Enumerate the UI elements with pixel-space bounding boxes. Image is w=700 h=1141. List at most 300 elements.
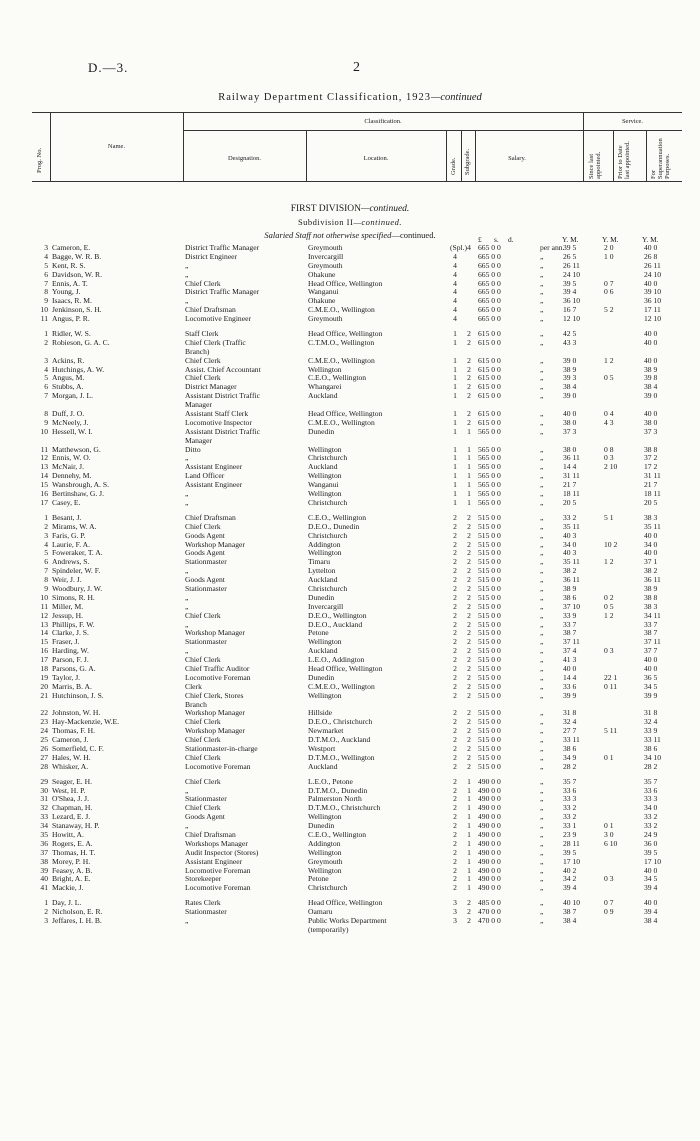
cell-prog-no: 25 [40, 735, 48, 745]
cell-designation: Chief Clerk [185, 804, 221, 813]
cell-name: Ackins, R. [52, 356, 85, 365]
cell-subgrade: 2 [467, 512, 471, 522]
cell-prog-no: 5 [44, 373, 48, 383]
cell-subgrade: 1 [467, 794, 471, 804]
cell-superannuation: 32 4 [644, 717, 658, 727]
cell-prior-to: 0 8 [604, 444, 614, 454]
cell-prior-to: 0 2 [604, 592, 614, 602]
cell-prior-to: 3 0 [604, 830, 614, 839]
cell-designation: Chief Traffic Auditor [185, 664, 250, 673]
cell-since-last: 33 7 [563, 619, 577, 629]
cell-designation: Assistant District Traffic [185, 392, 260, 401]
cell-superannuation: 38 0 [644, 417, 658, 427]
table-row [32, 271, 682, 280]
cell-prior-to: 0 11 [604, 681, 618, 691]
cell-prior-to: 0 3 [604, 646, 614, 656]
cell-since-last: 38 6 [563, 592, 577, 602]
cell-designation: „ [185, 593, 189, 602]
cell-per-annum: „ [540, 794, 544, 804]
cell-subgrade: 2 [467, 717, 471, 727]
cell-name: Woodbury, J. W. [52, 584, 103, 593]
cell-prog-no: 39 [40, 865, 48, 875]
cell-since-last: 39 4 [563, 883, 577, 893]
cell-salary: 515 0 0 [478, 637, 501, 647]
table-row [32, 674, 682, 683]
cell-name: Spindeler, W. F. [52, 567, 101, 576]
cell-prog-no: 26 [40, 743, 48, 753]
cell-subgrade: 1 [467, 480, 471, 490]
cell-salary: 615 0 0 [478, 417, 501, 427]
cell-per-annum: „ [540, 601, 544, 611]
cell-designation: Chief Clerk [185, 611, 221, 620]
cell-since-last: 39 0 [563, 355, 577, 365]
cell-superannuation: 35 7 [644, 776, 658, 786]
cell-per-annum: „ [540, 803, 544, 813]
cell-per-annum: „ [540, 314, 544, 324]
cell-superannuation: 39 0 [644, 391, 658, 401]
cell-superannuation: 38 9 [644, 364, 658, 374]
cell-since-last: 38 7 [563, 628, 577, 638]
table-row [32, 727, 682, 736]
cell-designation: „ [185, 454, 189, 463]
table-row [32, 549, 682, 558]
cell-grade: 1 [453, 337, 457, 347]
staff-heading-b: not otherwise specified [313, 230, 392, 240]
cell-superannuation: 38 4 [644, 916, 658, 926]
cell-since-last: 18 11 [563, 489, 580, 499]
cell-since-last: 40 2 [563, 865, 577, 875]
cell-prior-to: 0 1 [604, 821, 614, 831]
cell-designation: Chief Draftsman [185, 513, 236, 522]
unit-shilling: s. [494, 235, 499, 244]
cell-prior-to: 5 2 [604, 305, 614, 315]
cell-location: Auckland [308, 392, 338, 401]
cell-salary: 515 0 0 [478, 628, 501, 638]
cell-prior-to: 0 3 [604, 874, 614, 884]
cell-since-last: 39 0 [563, 391, 577, 401]
cell-per-annum: „ [540, 838, 544, 848]
cell-designation: Chief Draftsman [185, 306, 236, 315]
cell-salary: 665 0 0 [478, 287, 501, 297]
cell-salary: 490 0 0 [478, 874, 501, 884]
cell-superannuation: 40 0 [644, 355, 658, 365]
cell-name: Jessup, H. [52, 611, 84, 620]
cell-grade: 2 [453, 619, 457, 629]
cell-grade: 2 [453, 726, 457, 736]
cell-designation: „ [185, 647, 189, 656]
cell-salary: 515 0 0 [478, 726, 501, 736]
cell-per-annum: „ [540, 830, 544, 839]
cell-since-last: 33 2 [563, 512, 577, 522]
cell-subgrade: 1 [467, 444, 471, 454]
cell-subgrade: 2 [467, 566, 471, 576]
cell-grade: 2 [453, 539, 457, 549]
cell-name: Thomas, F. H. [52, 727, 96, 736]
table-row [32, 899, 682, 908]
cell-location: Greymouth [308, 261, 343, 270]
cell-prog-no: 6 [44, 557, 48, 567]
cell-salary: 515 0 0 [478, 601, 501, 611]
cell-grade: 2 [453, 717, 457, 727]
cell-grade: 2 [453, 776, 457, 786]
page-number: 2 [353, 60, 360, 75]
cell-location: Wellington [308, 866, 342, 875]
cell-per-annum: „ [540, 329, 544, 339]
cell-grade: 2 [453, 803, 457, 813]
cell-per-annum: „ [540, 646, 544, 656]
cell-since-last: 38 9 [563, 583, 577, 593]
cell-salary: 615 0 0 [478, 382, 501, 392]
cell-salary: 490 0 0 [478, 865, 501, 875]
cell-since-last: 23 9 [563, 830, 577, 839]
cell-per-annum: „ [540, 865, 544, 875]
cell-grade: 2 [453, 521, 457, 531]
cell-since-last: 33 2 [563, 812, 577, 822]
cell-subgrade: 2 [467, 628, 471, 638]
col-superannuation: For Superannuation Purposes. [650, 138, 671, 179]
cell-location: D.T.M.O., Dunedin [308, 786, 368, 795]
cell-since-last: 34 9 [563, 752, 577, 762]
table-row [32, 778, 682, 787]
table-row [32, 875, 682, 884]
table-row [32, 576, 682, 585]
cell-name: Wansbrough, A. S. [52, 481, 109, 490]
cell-prior-to: 0 3 [604, 453, 614, 463]
cell-grade: 1 [453, 462, 457, 472]
cell-since-last: 40 0 [563, 663, 577, 673]
cell-superannuation: 17 2 [644, 462, 658, 472]
cell-prior-to: 0 1 [604, 752, 614, 762]
cell-since-last: 31 8 [563, 708, 577, 718]
cell-per-annum: „ [540, 548, 544, 558]
cell-grade: 2 [453, 610, 457, 620]
table-row [32, 831, 682, 840]
cell-prog-no: 12 [40, 610, 48, 620]
cell-salary: 470 0 0 [478, 916, 501, 926]
cell-designation: District Manager [185, 383, 237, 392]
cell-per-annum: „ [540, 619, 544, 629]
cell-per-annum: „ [540, 489, 544, 499]
cell-salary: 565 0 0 [478, 471, 501, 481]
cell-location: Wellington [308, 445, 342, 454]
table-row [32, 745, 682, 754]
cell-superannuation: 18 11 [644, 489, 661, 499]
cell-since-last: 40 10 [563, 898, 581, 908]
cell-designation: „ [185, 261, 189, 270]
cell-salary: 515 0 0 [478, 717, 501, 727]
cell-per-annum: „ [540, 743, 544, 753]
cell-location: C.M.E.O., Wellington [308, 418, 375, 427]
cell-designation: Stationmaster [185, 584, 227, 593]
cell-subgrade: 2 [467, 663, 471, 673]
cell-prior-to: 1 2 [604, 355, 614, 365]
cell-subgrade: 2 [467, 672, 471, 682]
cell-name: Mirams, W. A. [52, 522, 97, 531]
cell-salary: 515 0 0 [478, 752, 501, 762]
cell-subgrade: 2 [467, 592, 471, 602]
cell-designation: Chief Clerk [185, 374, 221, 383]
cell-name: Morgan, J. L. [52, 392, 93, 401]
table-row [32, 665, 682, 674]
cell-prog-no: 15 [40, 637, 48, 647]
cell-per-annum: „ [540, 681, 544, 691]
cell-designation: Chief Clerk (Traffic [185, 338, 246, 347]
cell-grade: 2 [453, 575, 457, 585]
cell-since-last: 33 6 [563, 785, 577, 795]
cell-since-last: 14 4 [563, 672, 577, 682]
cell-superannuation: 34 5 [644, 874, 658, 884]
cell-location: Dunedin [308, 822, 335, 831]
cell-grade: 2 [453, 838, 457, 848]
cell-name: Simons, R. H. [52, 593, 95, 602]
cell-location: Head Office, Wellington [308, 279, 383, 288]
cell-grade: 2 [453, 601, 457, 611]
cell-grade: 2 [453, 708, 457, 718]
cell-subgrade: 2 [467, 916, 471, 926]
cell-grade: 1 [453, 409, 457, 419]
cell-designation: Staff Clerk [185, 330, 219, 339]
table-row [32, 401, 682, 410]
cell-designation: Branch [185, 700, 207, 709]
cell-salary: 565 0 0 [478, 497, 501, 507]
cell-salary: 565 0 0 [478, 462, 501, 472]
cell-name: Howitt, A. [52, 831, 84, 839]
cell-per-annum: „ [540, 557, 544, 567]
cell-prior-to: 0 7 [604, 278, 614, 288]
cell-salary: 665 0 0 [478, 296, 501, 306]
cell-grade: 2 [453, 681, 457, 691]
cell-superannuation: 36 5 [644, 672, 658, 682]
table-row [32, 701, 682, 710]
unit-ym-since: Y. M. [562, 235, 579, 244]
cell-subgrade: 1 [467, 821, 471, 831]
cell-salary: 490 0 0 [478, 794, 501, 804]
table-row [32, 594, 682, 603]
cell-grade: 1 [453, 471, 457, 481]
cell-since-last: 26 11 [563, 260, 580, 270]
cell-superannuation: 40 0 [644, 865, 658, 875]
cell-subgrade: 2 [467, 655, 471, 665]
cell-prog-no: 2 [44, 521, 48, 531]
cell-grade: 3 [453, 907, 457, 917]
cell-name: Rogers, E. A. [52, 839, 93, 848]
staff-heading-c: —continued. [391, 230, 436, 240]
cell-subgrade: 2 [467, 530, 471, 540]
cell-prior-to: 10 2 [604, 539, 618, 549]
table-row [32, 244, 682, 253]
cell-per-annum: „ [540, 391, 544, 401]
cell-subgrade: 2 [467, 521, 471, 531]
cell-salary: 490 0 0 [478, 776, 501, 786]
cell-salary: 515 0 0 [478, 655, 501, 665]
cell-prior-to: 1 2 [604, 557, 614, 567]
cell-grade: 4 [453, 314, 457, 324]
cell-since-last: 39 5 [563, 847, 577, 857]
cell-designation: Locomotive Foreman [185, 673, 251, 682]
table-row [32, 288, 682, 297]
cell-grade: 3 [453, 916, 457, 926]
cell-location: Westport [308, 744, 336, 753]
cell-name: Bright, A. E. [52, 875, 91, 884]
cell-subgrade: 2 [467, 743, 471, 753]
cell-per-annum: „ [540, 847, 544, 857]
table-row [32, 709, 682, 718]
table-row [32, 908, 682, 917]
cell-location: D.E.O., Christchurch [308, 718, 373, 727]
cell-prog-no: 13 [40, 462, 48, 472]
cell-name: Lezard, E. J. [52, 813, 91, 822]
cell-location: Auckland [308, 762, 338, 771]
cell-salary: 515 0 0 [478, 575, 501, 585]
cell-since-last: 38 6 [563, 743, 577, 753]
cell-location: C.E.O., Wellington [308, 513, 367, 522]
cell-per-annum: „ [540, 655, 544, 665]
cell-per-annum: „ [540, 453, 544, 463]
cell-grade: 2 [453, 646, 457, 656]
cell-grade: 2 [453, 794, 457, 804]
cell-salary: 490 0 0 [478, 847, 501, 857]
cell-salary: 615 0 0 [478, 391, 501, 401]
cell-designation: District Engineer [185, 252, 238, 261]
cell-superannuation: 39 10 [644, 287, 662, 297]
table-row [32, 558, 682, 567]
cell-superannuation: 36 0 [644, 838, 658, 848]
cell-prog-no: 20 [40, 681, 48, 691]
cell-superannuation: 38 6 [644, 743, 658, 753]
table-row [32, 280, 682, 289]
cell-superannuation: 12 10 [644, 314, 662, 324]
cell-prog-no: 28 [40, 761, 48, 771]
cell-salary: 665 0 0 [478, 305, 501, 315]
table-row [32, 366, 682, 375]
cell-name: Kent, R. S. [52, 261, 86, 270]
cell-superannuation: 34 0 [644, 539, 658, 549]
cell-subgrade: 2 [467, 610, 471, 620]
cell-designation: „ [185, 297, 189, 306]
cell-designation: Assistant Engineer [185, 481, 243, 490]
cell-designation: Stationmaster [185, 558, 227, 567]
cell-name: Parsons, G. A. [52, 664, 96, 673]
col-name: Name. [107, 143, 126, 150]
cell-per-annum: „ [540, 726, 544, 736]
cell-prog-no: 16 [40, 646, 48, 656]
cell-name: Jeffares, I. H. B. [52, 917, 102, 926]
cell-designation: Chief Clerk, Stores [185, 691, 244, 700]
cell-per-annum: „ [540, 296, 544, 306]
cell-designation: „ [185, 490, 189, 499]
cell-subgrade: 2 [467, 337, 471, 347]
cell-prog-no: 18 [40, 663, 48, 673]
cell-name: Cameron, J. [52, 736, 89, 745]
cell-location: Wellington [308, 813, 342, 822]
cell-grade: 1 [453, 444, 457, 454]
cell-grade: 2 [453, 512, 457, 522]
cell-per-annum: „ [540, 907, 544, 917]
cell-salary: 515 0 0 [478, 583, 501, 593]
cell-name: Besant, J. [52, 513, 82, 522]
cell-superannuation: 38 3 [644, 512, 658, 522]
cell-superannuation: 40 0 [644, 663, 658, 673]
cell-designation: Manager [185, 401, 212, 410]
cell-location: Ohakune [308, 297, 336, 306]
cell-per-annum: „ [540, 628, 544, 638]
cell-location: C.T.M.O., Wellington [308, 338, 375, 347]
cell-prog-no: 22 [40, 708, 48, 718]
cell-name: Duff, J. O. [52, 410, 85, 419]
cell-name: Seager, E. H. [52, 777, 92, 786]
cell-per-annum: „ [540, 898, 544, 908]
cell-subgrade: 2 [467, 548, 471, 558]
cell-salary: 615 0 0 [478, 373, 501, 383]
cell-name: Hutchings, A. W. [52, 365, 105, 374]
cell-designation: Assistant District Traffic [185, 427, 260, 436]
cell-grade: 2 [453, 672, 457, 682]
cell-location: Head Office, Wellington [308, 664, 383, 673]
cell-location: Addington [308, 839, 341, 848]
cell-salary: 515 0 0 [478, 557, 501, 567]
table-row [32, 849, 682, 858]
cell-grade: 2 [453, 663, 457, 673]
cell-location: Lyttelton [308, 567, 336, 576]
cell-name: Laurie, F. A. [52, 540, 90, 549]
cell-grade: 1 [453, 489, 457, 499]
cell-salary: 515 0 0 [478, 592, 501, 602]
cell-superannuation: 38 3 [644, 601, 658, 611]
cell-location: Head Office, Wellington [308, 410, 383, 419]
cell-name: Robieson, G. A. C. [52, 338, 110, 347]
cell-designation: „ [185, 567, 189, 576]
cell-subgrade: 2 [467, 382, 471, 392]
cell-location: Petone [308, 875, 329, 884]
cell-name: Morey, P. H. [52, 857, 91, 866]
cell-per-annum: „ [540, 530, 544, 540]
col-service: Service. [621, 118, 644, 125]
cell-since-last: 39 3 [563, 373, 577, 383]
cell-grade: 1 [453, 426, 457, 436]
cell-location: C.E.O., Wellington [308, 374, 367, 383]
cell-name: Harding, W. [52, 647, 89, 656]
cell-prog-no: 24 [40, 726, 48, 736]
cell-grade: 2 [453, 865, 457, 875]
cell-salary: 615 0 0 [478, 364, 501, 374]
cell-location: D.T.M.O., Auckland [308, 736, 371, 745]
table-row [32, 523, 682, 532]
cell-superannuation: 40 0 [644, 329, 658, 339]
cell-superannuation: 17 10 [644, 856, 662, 866]
cell-per-annum: „ [540, 480, 544, 490]
cell-designation: Goods Agent [185, 813, 225, 822]
cell-prog-no: 10 [40, 426, 48, 436]
cell-since-last: 37 10 [563, 601, 581, 611]
cell-superannuation: 39 8 [644, 373, 658, 383]
cell-per-annum: „ [540, 752, 544, 762]
cell-designation: Workshop Manager [185, 540, 245, 549]
col-prior-to: Prior to Date last appointed. [617, 141, 631, 179]
cell-salary: 515 0 0 [478, 681, 501, 691]
cell-superannuation: 31 8 [644, 708, 658, 718]
cell-grade: 2 [453, 655, 457, 665]
table-row [32, 603, 682, 612]
cell-name: Nicholson, E. R. [52, 908, 103, 917]
cell-since-last: 24 10 [563, 269, 581, 279]
cell-designation: Locomotive Foreman [185, 762, 251, 771]
cell-location: Auckland [308, 463, 338, 472]
table-row [32, 297, 682, 306]
cell-location: C.M.E.O., Wellington [308, 682, 375, 691]
cell-grade: 4 [453, 260, 457, 270]
cell-location: D.E.O., Auckland [308, 620, 363, 629]
cell-since-last: 34 2 [563, 874, 577, 884]
